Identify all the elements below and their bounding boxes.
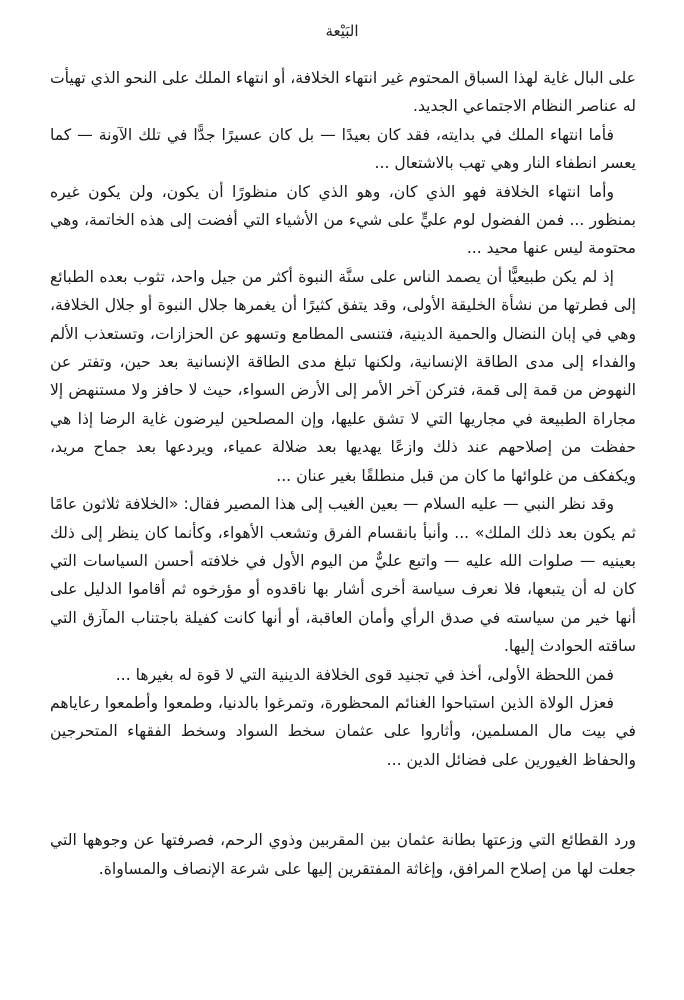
paragraph: إذ لم يكن طبيعيًّا أن يصمد الناس على سنَّة النبوة أكثر من جيل واحد، تثوب بعده الطبائع إلى فطرتها من نشأة الخليقة الأولى، وقد يتفق كثيرًا أن يغمرها جلال النبوة أو جلال الخلافة، وهي في إبان النضال والحمية الدينية، فتنسى المطامع وتسهو عن الحزازات، وتستعذب الألم والفداء إلى مدى الطاقة الإنسانية، ولكنها تبلغ مدى الطاقة الإنسانية بعد حين، وتفتر عن النهوض من قمة إلى قمة، فتركن آخر الأمر إلى الأرض السواء، حيث لا حافز ولا مستنهض إلا مجاراة الطبيعة في مجاريها التي لا تشق عليها، وإن المصلحين ليرضون غاية الرضا إذا هي حفظت من إصلاحهم عند ذلك وازعًا يهديها بعد ضلالة عمياء، ويردعها بعد جماح مريد، ويكفكف من غلوائها ما كان من قبل منطلقًا بغير عنان ... [50,267,636,485]
body-text [50,64,636,883]
running-header: البَيْعة [325,22,359,40]
paragraph: وأما انتهاء الخلافة فهو الذي كان، وهو الذي كان منظورًا أن يكون، ولن يكون غيره بمنظور ... فمن الفضول لوم عليٍّ على شيء من الأشياء التي أفضت إلى هذه الخاتمة، وهي محتومة ليس عنها محيد ... [50,182,636,258]
paragraph: ورد القطائع التي وزعتها بطانة عثمان بين المقربين وذوي الرحم، فصرفتها عن وجوهها التي جعلت لها من إصلاح المرافق، وإغاثة المفتقرين إليها على شرعة الإنصاف والمساواة. [50,831,636,878]
paragraph: على البال غاية لهذا السباق المحتوم غير انتهاء الخلافة، أو انتهاء الملك على النحو الذي تهيأت له عناصر النظام الاجتماعي الجديد. [50,69,636,116]
paragraph: فمن اللحظة الأولى، أخذ في تجنيد قوى الخلافة الدينية التي لا قوة له بغيرها ... [115,665,614,684]
paragraph: فعزل الولاة الذين استباحوا الغنائم المحظورة، وتمرغوا بالدنيا، وطمعوا وأطمعوا رعاياهم في بيت مال المسلمين، وأثاروا على عثمان سخط السواد وسخط الفقهاء المتحرجين والحفاظ الغيورين على فضائل الدين ... [50,693,636,769]
paragraph: فأما انتهاء الملك في بدايته، فقد كان بعيدًا — بل كان عسيرًا جدًّا في تلك الآونة — كما يعسر انطفاء النار وهي تهب بالاشتعال ... [50,125,636,173]
paragraph: وقد نظر النبي — عليه السلام — بعين الغيب إلى هذا المصير فقال: «الخلافة ثلاثون عامًا ثم يكون بعد ذلك الملك» ... وأنبأ بانقسام الفرق وتشعب الأهواء، وكأنما كان ينظر إلى ذلك بعينيه — صلوات الله عليه — واتبع عليٌّ من اليوم الأول في خلافته أحسن السياسات التي كان له أن يتبعها، فلا نعرف سياسة أخرى أشار بها ناقدوه أو مؤرخوه ثم أقاموا الدليل على أنها خير من سياسته في صدق الرأي وأمان العاقبة، أو أنها كانت كفيلة باجتناب المآزق التي ساقته الحوادث إليها. [50,495,636,656]
